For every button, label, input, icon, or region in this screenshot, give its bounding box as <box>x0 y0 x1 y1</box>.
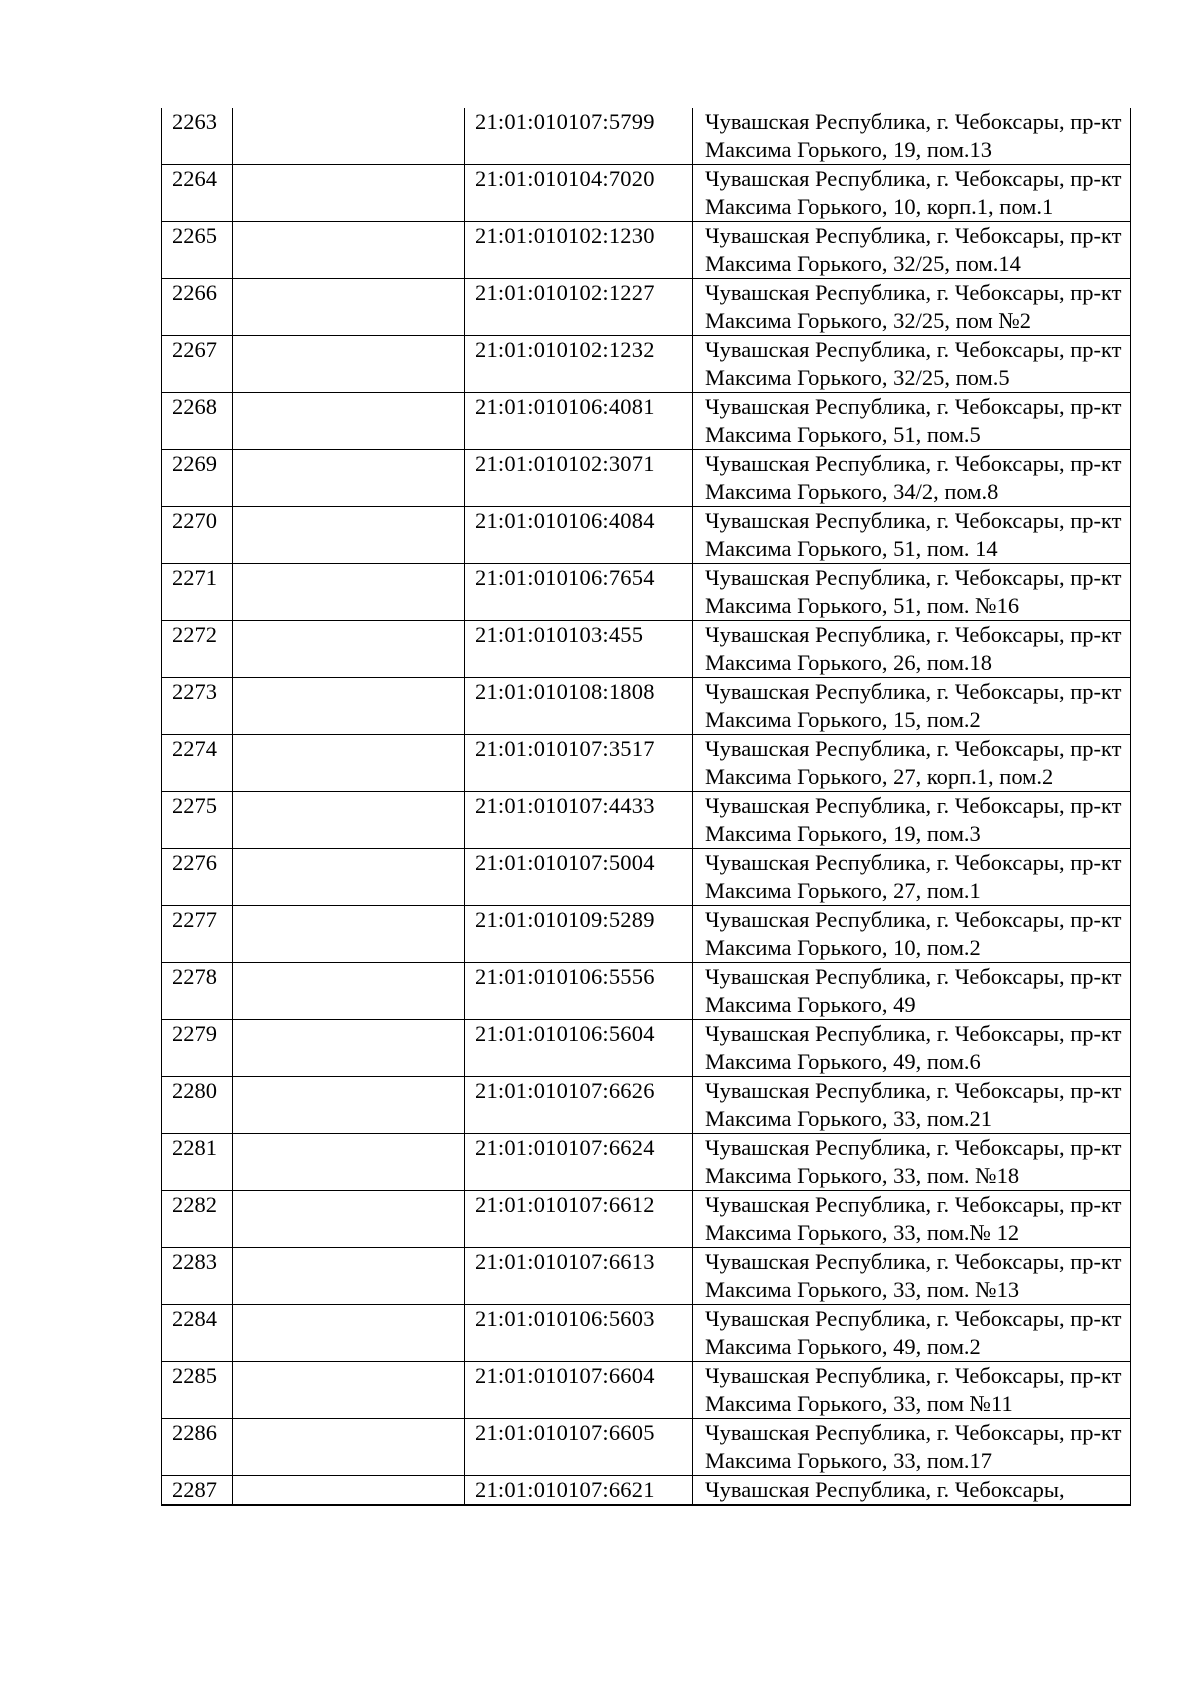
table-row <box>162 393 1131 450</box>
table-row <box>162 165 1131 222</box>
row-number-cell: 2280 <box>162 1077 233 1134</box>
table-row <box>162 849 1131 906</box>
row-number-cell: 2275 <box>162 792 233 849</box>
table-row <box>162 1476 1131 1506</box>
object-name-cell <box>233 1077 465 1134</box>
address-cell: Чувашская Республика, г. Чебоксары, пр-кт Максима Горького, 10, корп.1, пом.1 <box>693 165 1131 222</box>
table-row <box>162 792 1131 849</box>
table-row <box>162 1191 1131 1248</box>
cadastral-number-cell: 21:01:010106:7654 <box>465 564 693 621</box>
table-row <box>162 1362 1131 1419</box>
object-name-cell <box>233 1248 465 1305</box>
cadastral-number-cell: 21:01:010107:6624 <box>465 1134 693 1191</box>
object-name-cell <box>233 1305 465 1362</box>
address-cell: Чувашская Республика, г. Чебоксары, пр-кт Максима Горького, 49, пом.6 <box>693 1020 1131 1077</box>
row-number-cell: 2269 <box>162 450 233 507</box>
address-cell: Чувашская Республика, г. Чебоксары, пр-кт Максима Горького, 33, пом. №13 <box>693 1248 1131 1305</box>
cadastral-number-cell: 21:01:010107:4433 <box>465 792 693 849</box>
address-cell: Чувашская Республика, г. Чебоксары, пр-кт Максима Горького, 51, пом.5 <box>693 393 1131 450</box>
cadastral-number-cell: 21:01:010106:5603 <box>465 1305 693 1362</box>
row-number-cell: 2287 <box>162 1476 233 1506</box>
table-row <box>162 108 1131 165</box>
object-name-cell <box>233 165 465 222</box>
table-row <box>162 507 1131 564</box>
address-cell: Чувашская Республика, г. Чебоксары, пр-кт Максима Горького, 33, пом.17 <box>693 1419 1131 1476</box>
table-row <box>162 336 1131 393</box>
row-number-cell: 2285 <box>162 1362 233 1419</box>
object-name-cell <box>233 963 465 1020</box>
object-name-cell <box>233 1191 465 1248</box>
address-cell: Чувашская Республика, г. Чебоксары, пр-кт Максима Горького, 26, пом.18 <box>693 621 1131 678</box>
address-cell: Чувашская Республика, г. Чебоксары, пр-кт Максима Горького, 15, пом.2 <box>693 678 1131 735</box>
cadastral-number-cell: 21:01:010107:6605 <box>465 1419 693 1476</box>
table-row <box>162 735 1131 792</box>
table-row <box>162 450 1131 507</box>
table-row <box>162 678 1131 735</box>
cadastral-number-cell: 21:01:010104:7020 <box>465 165 693 222</box>
cadastral-number-cell: 21:01:010107:6612 <box>465 1191 693 1248</box>
object-name-cell <box>233 279 465 336</box>
table-row <box>162 279 1131 336</box>
address-cell: Чувашская Республика, г. Чебоксары, пр-кт Максима Горького, 34/2, пом.8 <box>693 450 1131 507</box>
address-cell: Чувашская Республика, г. Чебоксары, пр-кт Максима Горького, 27, корп.1, пом.2 <box>693 735 1131 792</box>
object-name-cell <box>233 621 465 678</box>
object-name-cell <box>233 1476 465 1506</box>
cadastral-number-cell: 21:01:010106:4084 <box>465 507 693 564</box>
row-number-cell: 2274 <box>162 735 233 792</box>
address-cell: Чувашская Республика, г. Чебоксары, пр-кт Максима Горького, 10, пом.2 <box>693 906 1131 963</box>
address-cell: Чувашская Республика, г. Чебоксары, пр-кт Максима Горького, 33, пом. №18 <box>693 1134 1131 1191</box>
object-name-cell <box>233 1020 465 1077</box>
table-row <box>162 906 1131 963</box>
table-row <box>162 621 1131 678</box>
row-number-cell: 2279 <box>162 1020 233 1077</box>
row-number-cell: 2273 <box>162 678 233 735</box>
property-registry-table <box>161 108 1131 1506</box>
row-number-cell: 2270 <box>162 507 233 564</box>
address-cell: Чувашская Республика, г. Чебоксары, пр-кт Максима Горького, 51, пом. 14 <box>693 507 1131 564</box>
address-cell: Чувашская Республика, г. Чебоксары, пр-кт Максима Горького, 51, пом. №16 <box>693 564 1131 621</box>
object-name-cell <box>233 222 465 279</box>
object-name-cell <box>233 393 465 450</box>
registry-table-body <box>162 108 1131 1505</box>
object-name-cell <box>233 450 465 507</box>
cadastral-number-cell: 21:01:010102:1230 <box>465 222 693 279</box>
table-row <box>162 963 1131 1020</box>
cadastral-number-cell: 21:01:010102:1232 <box>465 336 693 393</box>
cadastral-number-cell: 21:01:010107:6621 <box>465 1476 693 1506</box>
cadastral-number-cell: 21:01:010109:5289 <box>465 906 693 963</box>
address-cell: Чувашская Республика, г. Чебоксары, пр-кт Максима Горького, 32/25, пом.5 <box>693 336 1131 393</box>
cadastral-number-cell: 21:01:010107:5799 <box>465 108 693 165</box>
row-number-cell: 2277 <box>162 906 233 963</box>
row-number-cell: 2263 <box>162 108 233 165</box>
table-row <box>162 1134 1131 1191</box>
cadastral-number-cell: 21:01:010106:5556 <box>465 963 693 1020</box>
table-row <box>162 564 1131 621</box>
row-number-cell: 2283 <box>162 1248 233 1305</box>
cadastral-number-cell: 21:01:010107:6613 <box>465 1248 693 1305</box>
row-number-cell: 2264 <box>162 165 233 222</box>
table-row <box>162 1020 1131 1077</box>
address-cell: Чувашская Республика, г. Чебоксары, пр-кт Максима Горького, 32/25, пом №2 <box>693 279 1131 336</box>
cadastral-number-cell: 21:01:010103:455 <box>465 621 693 678</box>
address-cell: Чувашская Республика, г. Чебоксары, пр-кт Максима Горького, 19, пом.13 <box>693 108 1131 165</box>
cadastral-number-cell: 21:01:010102:1227 <box>465 279 693 336</box>
row-number-cell: 2284 <box>162 1305 233 1362</box>
object-name-cell <box>233 678 465 735</box>
address-cell: Чувашская Республика, г. Чебоксары, пр-кт Максима Горького, 33, пом.№ 12 <box>693 1191 1131 1248</box>
row-number-cell: 2276 <box>162 849 233 906</box>
row-number-cell: 2265 <box>162 222 233 279</box>
object-name-cell <box>233 564 465 621</box>
row-number-cell: 2267 <box>162 336 233 393</box>
row-number-cell: 2266 <box>162 279 233 336</box>
cadastral-number-cell: 21:01:010107:6604 <box>465 1362 693 1419</box>
table-row <box>162 1077 1131 1134</box>
address-cell: Чувашская Республика, г. Чебоксары, пр-кт Максима Горького, 49, пом.2 <box>693 1305 1131 1362</box>
address-cell: Чувашская Республика, г. Чебоксары, пр-кт Максима Горького, 19, пом.3 <box>693 792 1131 849</box>
object-name-cell <box>233 1362 465 1419</box>
address-cell: Чувашская Республика, г. Чебоксары, пр-кт Максима Горького, 49 <box>693 963 1131 1020</box>
row-number-cell: 2286 <box>162 1419 233 1476</box>
object-name-cell <box>233 792 465 849</box>
object-name-cell <box>233 1134 465 1191</box>
address-cell: Чувашская Республика, г. Чебоксары, пр-кт Максима Горького, 33, пом.21 <box>693 1077 1131 1134</box>
address-cell: Чувашская Республика, г. Чебоксары, пр-кт Максима Горького, 27, пом.1 <box>693 849 1131 906</box>
table-row <box>162 222 1131 279</box>
object-name-cell <box>233 735 465 792</box>
row-number-cell: 2282 <box>162 1191 233 1248</box>
cadastral-number-cell: 21:01:010107:6626 <box>465 1077 693 1134</box>
cadastral-number-cell: 21:01:010102:3071 <box>465 450 693 507</box>
cadastral-number-cell: 21:01:010106:4081 <box>465 393 693 450</box>
object-name-cell <box>233 507 465 564</box>
table-row <box>162 1419 1131 1476</box>
row-number-cell: 2278 <box>162 963 233 1020</box>
row-number-cell: 2281 <box>162 1134 233 1191</box>
object-name-cell <box>233 849 465 906</box>
object-name-cell <box>233 336 465 393</box>
row-number-cell: 2271 <box>162 564 233 621</box>
address-cell: Чувашская Республика, г. Чебоксары, пр-кт Максима Горького, 33, пом №11 <box>693 1362 1131 1419</box>
cadastral-number-cell: 21:01:010107:3517 <box>465 735 693 792</box>
cadastral-number-cell: 21:01:010106:5604 <box>465 1020 693 1077</box>
row-number-cell: 2268 <box>162 393 233 450</box>
table-row <box>162 1305 1131 1362</box>
row-number-cell: 2272 <box>162 621 233 678</box>
address-cell: Чувашская Республика, г. Чебоксары, пр-кт Максима Горького, 32/25, пом.14 <box>693 222 1131 279</box>
object-name-cell <box>233 1419 465 1476</box>
object-name-cell <box>233 108 465 165</box>
cadastral-number-cell: 21:01:010107:5004 <box>465 849 693 906</box>
cadastral-number-cell: 21:01:010108:1808 <box>465 678 693 735</box>
address-cell: Чувашская Республика, г. Чебоксары, <box>693 1476 1131 1506</box>
object-name-cell <box>233 906 465 963</box>
table-row <box>162 1248 1131 1305</box>
